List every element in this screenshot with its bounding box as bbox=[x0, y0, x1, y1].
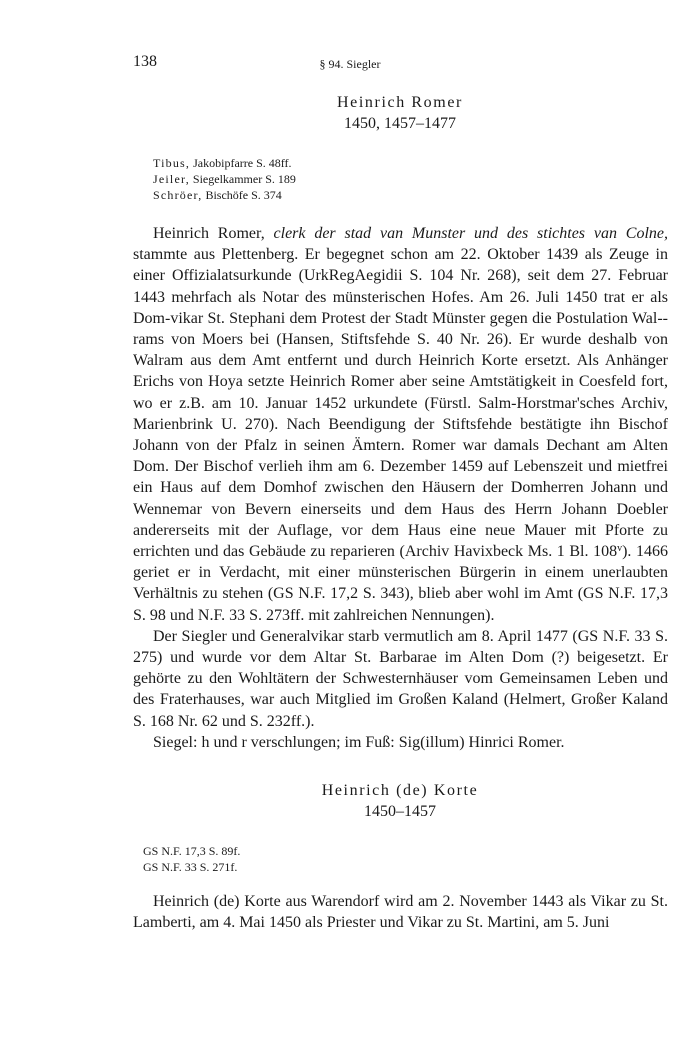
running-head: § 94. Siegler bbox=[319, 57, 381, 71]
source-author: Jeiler, bbox=[153, 172, 190, 186]
text-span: ). 1466 geriet er in Verdacht, mit einer münsterischen Bürgerin in einem unerlaubten Verhältnis zu stehen (GS N.F. 17,2 S. 343), blieb aber wohl im Amt (GS N.F. 17,3 S. 98 und N.F. 33 S. 273ff. mit zahlreichen Nennungen). bbox=[133, 543, 669, 624]
entry-heading bbox=[0, 92, 700, 134]
entry-body bbox=[133, 223, 668, 753]
superscript: v bbox=[617, 543, 623, 555]
source-list bbox=[153, 155, 296, 203]
source-author: Tibus, bbox=[153, 156, 191, 170]
source-reference: Siegelkammer S. 189 bbox=[189, 172, 296, 186]
source-item bbox=[153, 187, 296, 203]
entry-name: Heinrich (de) Korte bbox=[321, 782, 479, 799]
source-item: GS N.F. 17,3 S. 89f. bbox=[143, 844, 241, 858]
source-item: GS N.F. 33 S. 271f. bbox=[143, 860, 238, 874]
entry-years: 1450–1457 bbox=[364, 803, 436, 820]
paragraph: Der Siegler und Generalvikar starb vermutlich am 8. April 1477 (GS N.F. 33 S. 275) und wurde vor dem Altar St. Barbarae im Alten Dom (?) beigesetzt. Er gehörte zu den Wohltätern der Schwesternhäuser vom Gemeinsamen Leben und des Fraterhauses, war auch Mitglied im Großen Kaland (Helmert, Großer Kaland S. 168 Nr. 62 und S. 232ff.). bbox=[133, 627, 668, 730]
entry-heading bbox=[0, 780, 700, 822]
text-span: stammte aus Plettenberg. Er begegnet schon am 22. Oktober 1439 als Zeuge in einer Offizialatsurkunde (UrkRegAegidii S. 104 Nr. 268), seit dem 27. Februar 1443 mehrfach als Notar des münsterischen Hofes. Am 26. Juli 1450 trat er als Dom-vikar St. Stephani dem Protest der Stadt Münster gegen die Postulation Wal-rams von Moers bei (Hansen, Stiftsfehde S. 40 Nr. 26). Er wurde deshalb von Walram aus dem Amt entfernt und durch Heinrich Korte ersetzt. Als Anhänger Erichs von Hoya setzte Heinrich Romer aber seine Amtstätigkeit in Coesfeld fort, wo er z.B. am 10. Januar 1452 urkundete (Fürstl. Salm-Horstmar'sches Archiv, Marienbrink U. 270). Nach Beendigung der Stiftsfehde bestätigte ihn Bischof Johann von der Pfalz in seinen Ämtern. Romer war damals Dechant am Alten Dom. Der Bischof verlieh ihm am 6. Dezember 1459 auf Lebenszeit und mietfrei ein Haus auf dem Domhof zwischen den Häusern der Domherren Johann und Wennemar von Bevern einerseits und dem Haus des Herrn Johann Doebler andererseits mit der Auflage, vor dem Haus eine neue Mauer mit Pforte zu errichten und das Gebäude zu reparieren (Archiv Havixbeck Ms. 1 Bl. 108 bbox=[133, 246, 668, 561]
source-list bbox=[143, 843, 240, 875]
source-item bbox=[153, 171, 296, 187]
paragraph bbox=[133, 223, 668, 626]
source-author: Schröer, bbox=[153, 188, 203, 202]
quoted-title: clerk der stad van Munster und des stichtes van Colne, bbox=[273, 225, 668, 242]
source-item bbox=[153, 155, 296, 171]
source-reference: Bischöfe S. 374 bbox=[202, 188, 282, 202]
entry-body bbox=[133, 891, 668, 933]
source-reference: Jakobipfarre S. 48ff. bbox=[190, 156, 292, 170]
entry-name: Heinrich Romer bbox=[337, 94, 463, 111]
page-number: 138 bbox=[133, 53, 157, 70]
text-span: Heinrich Romer, bbox=[153, 225, 274, 242]
paragraph: Heinrich (de) Korte aus Warendorf wird am 2. November 1443 als Vikar zu St. Lamberti, am 4. Mai 1450 als Priester und Vikar zu St. Martini, am 5. Juni bbox=[133, 893, 668, 932]
paragraph: Siegel: h und r verschlungen; im Fuß: Sig(illum) Hinrici Romer. bbox=[153, 733, 565, 751]
entry-years: 1450, 1457–1477 bbox=[344, 115, 456, 132]
